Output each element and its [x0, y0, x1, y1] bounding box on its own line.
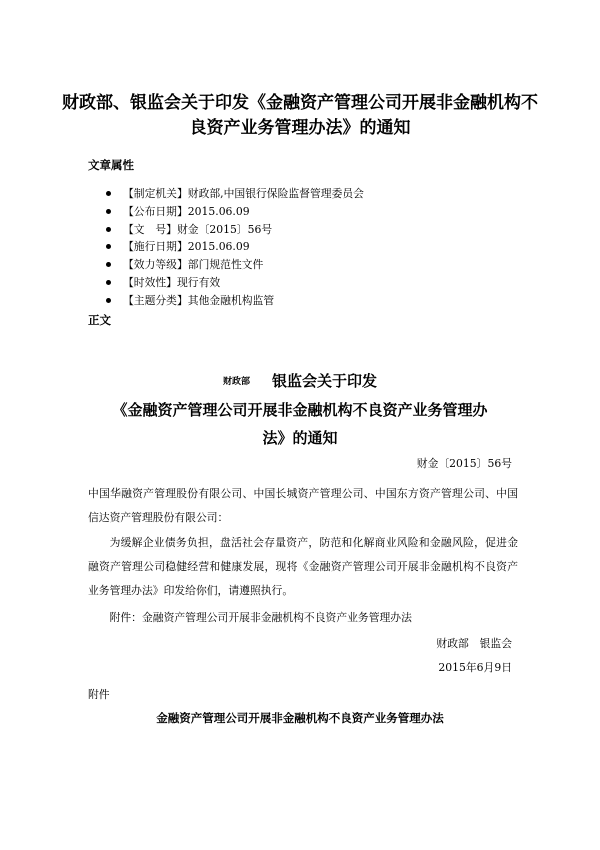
list-item: 【施行日期】2015.06.09 — [106, 238, 364, 256]
attributes-heading: 文章属性 — [88, 158, 134, 172]
attachment-line: 附件：金融资产管理公司开展非金融机构不良资产业务管理办法 — [109, 611, 412, 624]
attachment-label: 附件 — [88, 688, 110, 701]
bullet-icon — [106, 191, 111, 196]
list-item: 【时效性】现行有效 — [106, 274, 364, 292]
doc-title: 《金融资产管理公司开展非金融机构不良资产业务管理办法》的通知 — [112, 401, 488, 447]
doc-title-lead: 银监会关于印发 — [272, 372, 378, 390]
doc-number: 财金〔2015〕56号 — [416, 457, 512, 470]
bullet-icon — [106, 262, 111, 267]
list-item: 【效力等级】部门规范性文件 — [106, 256, 364, 274]
bullet-icon — [106, 244, 111, 249]
signatories: 财政部 银监会 — [436, 637, 512, 650]
list-item: 【文 号】财金〔2015〕56号 — [106, 221, 364, 239]
signature-date: 2015年6月9日 — [438, 661, 512, 674]
body-paragraph: 为缓解企业债务负担，盘活社会存量资产，防范和化解商业风险和金融风险，促进金融资产管理公司稳健经营和健康发展，现将《金融资产管理公司开展非金融机构不良资产业务管理办法》印发给你们，请遵照执行。 — [88, 536, 518, 597]
attachment-title: 金融资产管理公司开展非金融机构不良资产业务管理办法 — [156, 711, 444, 725]
list-item: 【制定机关】财政部,中国银行保险监督管理委员会 — [106, 185, 364, 203]
page-title: 财政部、银监会关于印发《金融资产管理公司开展非金融机构不良资产业务管理办法》的通知 — [62, 93, 538, 138]
bullet-icon — [106, 227, 111, 232]
doc-title-issuer: 财政部 — [222, 377, 250, 387]
list-item: 【主题分类】其他金融机构监管 — [106, 292, 364, 310]
bullet-icon — [106, 298, 111, 303]
body-heading: 正文 — [88, 313, 111, 327]
bullet-icon — [106, 209, 111, 214]
list-item: 【公布日期】2015.06.09 — [106, 203, 364, 221]
bullet-icon — [106, 280, 111, 285]
attributes-list — [106, 185, 364, 310]
doc-title-line1 — [0, 370, 600, 391]
recipients: 中国华融资产管理股份有限公司、中国长城资产管理公司、中国东方资产管理公司、中国信达资产管理股份有限公司： — [88, 487, 518, 524]
